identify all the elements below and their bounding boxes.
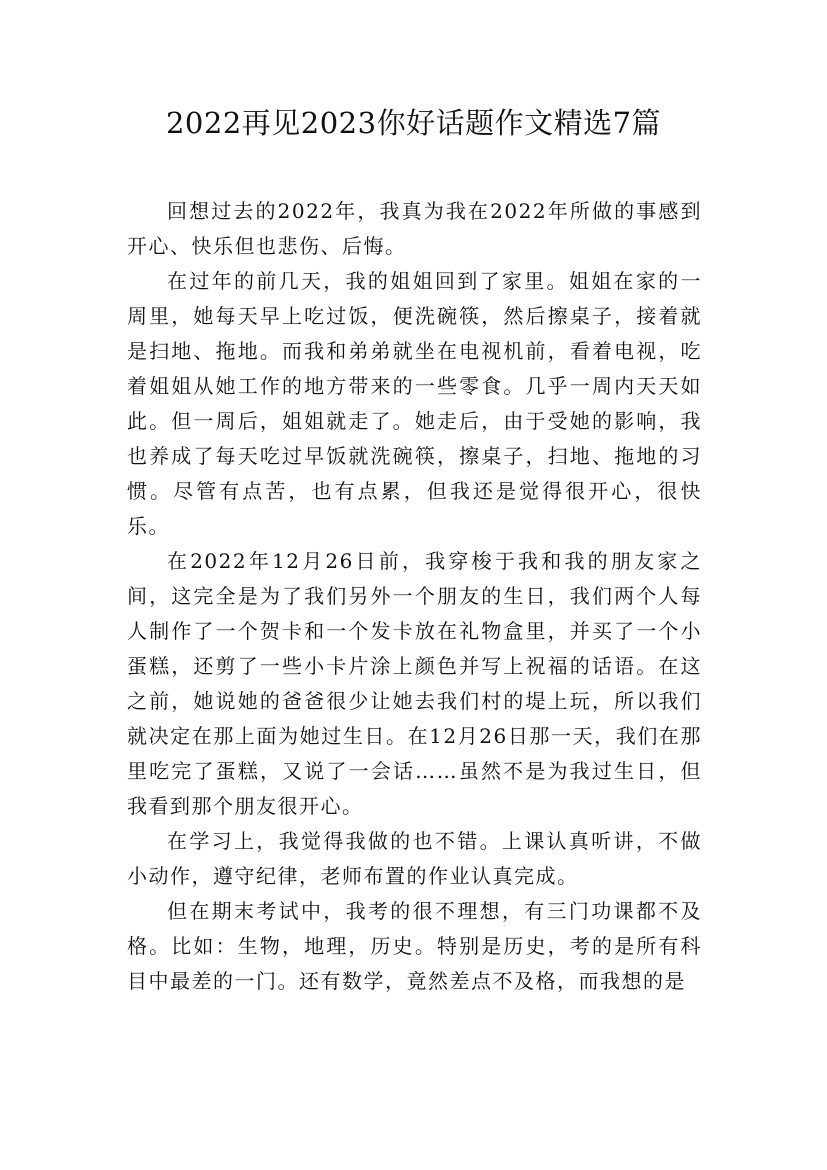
paragraph-3: 在2022年12月26日前，我穿梭于我和我的朋友家之间，这完全是为了我们另外一个朋友的生日，我们两个人每人制作了一个贺卡和一个发卡放在礼物盒里，并买了一个小蛋糕，还剪了一些小卡片涂上颜色并写上祝福的话语。在这之前，她说她的爸爸很少让她去我们村的堤上玩，所以我们就决定在那上面为她过生日。在12月26日那一天，我们在那里吃完了蛋糕，又说了一会话……虽然不是为我过生日，但我看到那个朋友很开心。 xyxy=(127,549,702,818)
document-body xyxy=(127,194,702,999)
paragraph-1: 回想过去的2022年，我真为我在2022年所做的事感到开心、快乐但也悲伤、后悔。 xyxy=(127,199,702,258)
paragraph-2: 在过年的前几天，我的姐姐回到了家里。姐姐在家的一周里，她每天早上吃过饭，便洗碗筷，然后擦桌子，接着就是扫地、拖地。而我和弟弟就坐在电视机前，看着电视，吃着姐姐从她工作的地方带来的一些零食。几乎一周内天天如此。但一周后，姐姐就走了。她走后，由于受她的影响，我也养成了每天吃过早饭就洗碗筷，擦桌子，扫地、拖地的习惯。尽管有点苦，也有点累，但我还是觉得很开心，很快乐。 xyxy=(127,269,702,538)
document-title: 2022再见2023你好话题作文精选7篇 xyxy=(165,106,662,140)
paragraph-5: 但在期末考试中，我考的很不理想，有三门功课都不及格。比如：生物，地理，历史。特别是历史，考的是所有科目中最差的一门。还有数学，竟然差点不及格，而我想的是 xyxy=(127,899,702,993)
paragraph-4: 在学习上，我觉得我做的也不错。上课认真听讲，不做小动作，遵守纪律，老师布置的作业认真完成。 xyxy=(127,829,702,888)
